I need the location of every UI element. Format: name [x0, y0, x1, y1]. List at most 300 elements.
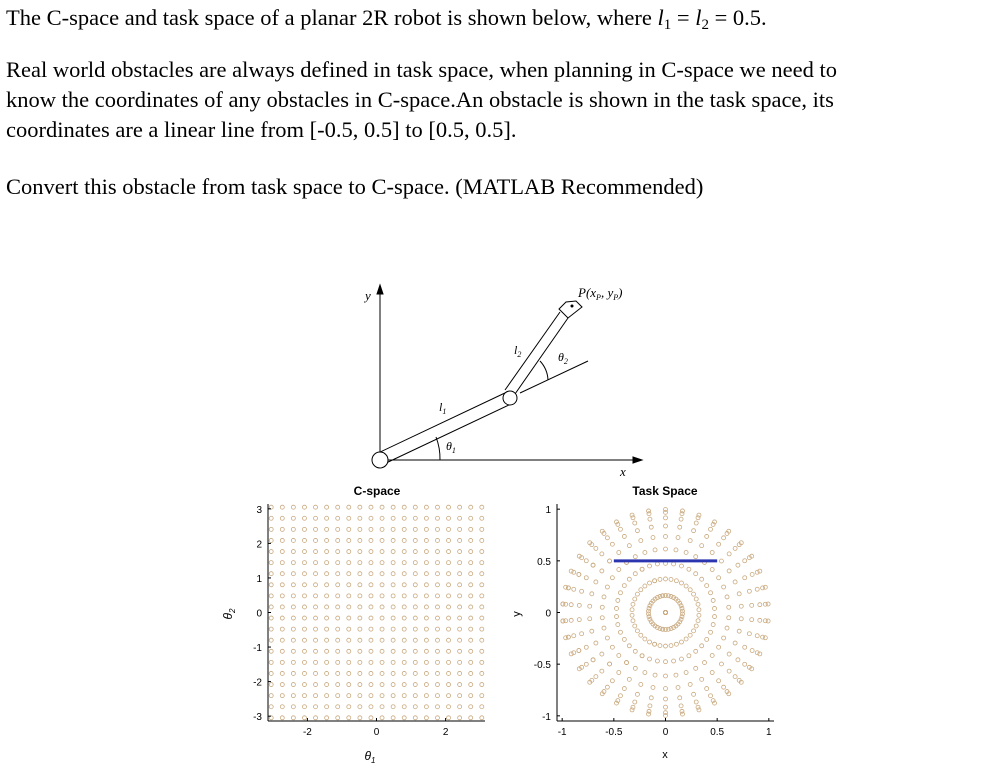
task-point — [722, 636, 726, 640]
task-point — [577, 572, 581, 576]
task-point — [633, 666, 637, 670]
task-point — [719, 662, 723, 666]
task-space-chart — [505, 478, 795, 768]
cspace-point — [314, 538, 318, 542]
cspace-point — [424, 660, 428, 664]
task-point — [705, 637, 709, 641]
task-point — [669, 644, 673, 648]
task-point — [684, 550, 688, 554]
cspace-point — [413, 538, 417, 542]
cspace-point — [302, 660, 306, 664]
cspace-point — [347, 649, 351, 653]
cspace-point — [369, 594, 373, 598]
cspace-point — [435, 583, 439, 587]
cspace-point — [447, 683, 451, 687]
task-ytick-label: -0.5 — [533, 660, 551, 672]
cspace-point — [336, 683, 340, 687]
task-point — [643, 671, 647, 675]
task-point — [627, 577, 631, 581]
task-point — [680, 709, 684, 713]
cspace-point — [314, 705, 318, 709]
cspace-point — [380, 594, 384, 598]
task-point — [747, 589, 751, 593]
cspace-point — [402, 572, 406, 576]
cspace-ytick-label: 3 — [256, 504, 262, 516]
cspace-point — [347, 671, 351, 675]
task-point — [684, 637, 688, 641]
problem-task: Convert this obstacle from task space to C-space. (MATLAB Recommended) — [6, 174, 704, 199]
cspace-point — [413, 649, 417, 653]
task-point — [664, 687, 668, 691]
cspace-point — [291, 627, 295, 631]
cspace-point — [269, 550, 273, 554]
cspace-point — [358, 605, 362, 609]
cspace-point — [358, 505, 362, 509]
cspace-point — [447, 583, 451, 587]
cspace-xlabel: $\theta_1$ — [364, 749, 376, 765]
cspace-point — [314, 638, 318, 642]
cspace-point — [325, 561, 329, 565]
cspace-point — [480, 694, 484, 698]
cspace-point — [435, 594, 439, 598]
task-point — [631, 602, 635, 606]
cspace-point — [469, 550, 473, 554]
cspace-point — [325, 660, 329, 664]
task-point — [687, 567, 691, 571]
cspace-point — [391, 572, 395, 576]
task-point — [580, 589, 584, 593]
cspace-point — [269, 594, 273, 598]
cspace-point — [325, 516, 329, 520]
cspace-point — [458, 683, 462, 687]
cspace-point — [269, 649, 273, 653]
task-point — [763, 636, 767, 640]
task-point — [591, 658, 595, 662]
task-point — [588, 604, 592, 608]
cspace-point — [469, 694, 473, 698]
cspace-point — [402, 550, 406, 554]
task-point — [702, 661, 706, 665]
cspace-point — [302, 627, 306, 631]
base-joint — [372, 452, 388, 468]
cspace-point — [302, 638, 306, 642]
cspace-point — [402, 705, 406, 709]
task-point — [761, 586, 765, 590]
task-point — [700, 577, 704, 581]
cspace-point — [447, 660, 451, 664]
task-ytick-label: 1 — [545, 505, 551, 517]
task-point — [743, 662, 747, 666]
task-point — [630, 708, 634, 712]
cspace-point — [280, 605, 284, 609]
cspace-point — [413, 716, 417, 720]
cspace-point — [280, 660, 284, 664]
task-point — [676, 685, 680, 689]
cspace-point — [369, 527, 373, 531]
task-point — [679, 640, 683, 644]
cspace-point — [358, 660, 362, 664]
task-point — [664, 547, 668, 551]
task-point — [696, 516, 700, 520]
cspace-point — [325, 605, 329, 609]
task-point — [696, 619, 700, 623]
cspace-point — [458, 527, 462, 531]
cspace-point — [369, 683, 373, 687]
task-point — [705, 687, 709, 691]
cspace-point — [447, 594, 451, 598]
cspace-point — [336, 516, 340, 520]
cspace-point — [413, 505, 417, 509]
cspace-point — [302, 538, 306, 542]
cspace-point — [447, 516, 451, 520]
task-point — [655, 562, 659, 566]
task-point — [651, 685, 655, 689]
cspace-point — [302, 605, 306, 609]
cspace-point — [314, 683, 318, 687]
cspace-ytick-label: 0 — [256, 608, 262, 620]
elbow-joint — [503, 391, 517, 405]
cspace-point — [413, 671, 417, 675]
cspace-point — [269, 527, 273, 531]
cspace-point — [424, 594, 428, 598]
task-point — [605, 585, 609, 589]
cspace-point — [269, 572, 273, 576]
cspace-point — [435, 572, 439, 576]
task-point — [643, 584, 647, 588]
task-point — [737, 629, 741, 633]
task-point — [588, 617, 592, 621]
task-point — [700, 677, 704, 681]
cspace-point — [336, 660, 340, 664]
task-point — [713, 615, 717, 619]
task-point — [600, 652, 604, 656]
cspace-point — [280, 572, 284, 576]
task-point — [688, 588, 692, 592]
cspace-point — [347, 627, 351, 631]
cspace-point — [458, 594, 462, 598]
cspace-point — [358, 683, 362, 687]
cspace-point — [358, 638, 362, 642]
task-point — [743, 645, 747, 649]
task-point — [584, 662, 588, 666]
task-point — [590, 592, 594, 596]
cspace-point — [291, 550, 295, 554]
task-point — [639, 539, 643, 543]
task-point — [694, 649, 698, 653]
cspace-point — [435, 527, 439, 531]
task-point — [743, 559, 747, 563]
task-point — [627, 544, 631, 548]
task-point — [694, 597, 698, 601]
cspace-point — [314, 649, 318, 653]
task-point — [664, 510, 668, 514]
cspace-point — [424, 505, 428, 509]
l1-label: $l_1$ — [439, 400, 447, 416]
cspace-point — [358, 538, 362, 542]
cspace-point — [336, 572, 340, 576]
cspace-point — [280, 638, 284, 642]
cspace-point — [480, 683, 484, 687]
cspace-point — [391, 694, 395, 698]
cspace-point — [280, 561, 284, 565]
task-point — [577, 603, 581, 607]
cspace-point — [336, 561, 340, 565]
task-point — [580, 632, 584, 636]
task-point — [705, 534, 709, 538]
cspace-point — [424, 583, 428, 587]
task-point — [639, 682, 643, 686]
cspace-point — [447, 572, 451, 576]
cspace-point — [291, 538, 295, 542]
cspace-point — [325, 616, 329, 620]
task-point — [733, 546, 737, 550]
cspace-point — [369, 705, 373, 709]
cspace-point — [413, 583, 417, 587]
task-point — [750, 572, 754, 576]
cspace-point — [347, 505, 351, 509]
task-point — [688, 633, 692, 637]
cspace-point — [469, 561, 473, 565]
task-point — [750, 618, 754, 622]
cspace-point — [347, 594, 351, 598]
task-point — [630, 513, 634, 517]
cspace-point — [480, 671, 484, 675]
cspace-point — [480, 649, 484, 653]
cspace-point — [447, 694, 451, 698]
task-point — [647, 709, 651, 713]
cspace-point — [480, 516, 484, 520]
cspace-point — [325, 572, 329, 576]
task-point — [710, 568, 714, 572]
cspace-point — [391, 705, 395, 709]
cspace-point — [424, 627, 428, 631]
task-point — [631, 705, 635, 709]
cspace-point — [480, 605, 484, 609]
task-point — [709, 694, 713, 698]
cspace-point — [347, 683, 351, 687]
task-point — [727, 552, 731, 556]
cspace-point — [402, 716, 406, 720]
cspace-point — [380, 516, 384, 520]
cspace-point — [336, 594, 340, 598]
x-axis-label: x — [620, 464, 626, 479]
cspace-point — [380, 638, 384, 642]
cspace-point — [336, 671, 340, 675]
cspace-point — [424, 683, 428, 687]
l1-symbol: l — [657, 5, 664, 30]
cspace-point — [480, 561, 484, 565]
cspace-point — [369, 638, 373, 642]
cspace-point — [435, 550, 439, 554]
cspace-point — [413, 527, 417, 531]
end-effector-point — [571, 305, 574, 308]
cspace-point — [314, 694, 318, 698]
task-point — [692, 529, 696, 533]
cspace-point — [447, 561, 451, 565]
cspace-point — [347, 705, 351, 709]
task-point — [737, 592, 741, 596]
task-point — [633, 649, 637, 653]
cspace-point — [380, 671, 384, 675]
task-point — [630, 613, 634, 617]
cspace-point — [402, 694, 406, 698]
task-point — [569, 603, 573, 607]
task-point — [674, 642, 678, 646]
cspace-point — [424, 694, 428, 698]
task-point — [616, 598, 620, 602]
cspace-point — [391, 583, 395, 587]
cspace-xtick-label: -2 — [302, 727, 312, 738]
cspace-point — [480, 627, 484, 631]
cspace-point — [325, 538, 329, 542]
x-axis-arrow — [633, 457, 642, 463]
cspace-point — [369, 660, 373, 664]
cspace-point — [413, 694, 417, 698]
task-xtick-label: -1 — [557, 727, 567, 738]
cspace-point — [358, 671, 362, 675]
cspace-point — [291, 671, 295, 675]
cspace-point — [391, 671, 395, 675]
task-ytick-label: 0 — [545, 608, 551, 620]
task-point — [680, 609, 684, 613]
cspace-point — [347, 561, 351, 565]
cspace-point — [402, 660, 406, 664]
task-point — [664, 660, 668, 664]
task-point — [684, 584, 688, 588]
cspace-point — [347, 527, 351, 531]
task-point — [674, 579, 678, 583]
cspace-point — [435, 616, 439, 620]
cspace-point — [435, 694, 439, 698]
cspace-point — [413, 638, 417, 642]
task-xtick-label: 0 — [662, 727, 669, 738]
task-point — [739, 604, 743, 608]
task-point — [739, 617, 743, 621]
task-point — [564, 585, 568, 589]
task-point — [651, 536, 655, 540]
task-point — [608, 559, 612, 563]
task-point — [618, 527, 622, 531]
task-point — [727, 652, 731, 656]
cspace-point — [280, 671, 284, 675]
task-point — [758, 618, 762, 622]
cspace-point — [358, 527, 362, 531]
cspace-point — [325, 649, 329, 653]
task-xlabel: x — [662, 749, 668, 761]
cspace-point — [291, 605, 295, 609]
cspace-point — [314, 671, 318, 675]
task-point — [736, 563, 740, 567]
cspace-point — [347, 638, 351, 642]
cspace-point — [347, 572, 351, 576]
task-point — [697, 613, 701, 617]
cspace-ytick-label: 2 — [256, 539, 262, 551]
l2-label: $l_2$ — [514, 343, 522, 359]
cspace-point — [469, 594, 473, 598]
task-point — [679, 517, 683, 521]
cspace-point — [325, 716, 329, 720]
task-point — [627, 644, 631, 648]
cspace-point — [447, 627, 451, 631]
task-point — [584, 645, 588, 649]
task-ytick-label: -1 — [542, 711, 551, 723]
task-point — [700, 544, 704, 548]
cspace-point — [369, 572, 373, 576]
cspace-point — [314, 561, 318, 565]
task-point — [669, 577, 673, 581]
cspace-point — [469, 538, 473, 542]
cspace-point — [269, 638, 273, 642]
cspace-point — [435, 561, 439, 565]
cspace-point — [347, 660, 351, 664]
task-point — [617, 670, 621, 674]
theta1-label: $\theta_1$ — [446, 439, 456, 455]
task-point — [600, 605, 604, 609]
cspace-point — [380, 527, 384, 531]
task-point — [692, 592, 696, 596]
task-point — [709, 527, 713, 531]
cspace-point — [358, 550, 362, 554]
task-point — [630, 608, 634, 612]
task-point — [697, 608, 701, 612]
cspace-point — [402, 516, 406, 520]
task-xtick-label: 1 — [766, 727, 772, 738]
cspace-point — [380, 716, 384, 720]
cspace-point — [435, 683, 439, 687]
task-point — [635, 592, 639, 596]
task-point — [561, 602, 565, 606]
task-point — [719, 559, 723, 563]
cspace-point — [358, 561, 362, 565]
cspace-point — [291, 572, 295, 576]
task-point — [605, 636, 609, 640]
cspace-point — [291, 694, 295, 698]
task-ylabel: y — [511, 611, 523, 617]
cspace-point — [336, 616, 340, 620]
cspace-point — [391, 627, 395, 631]
cspace-point — [413, 550, 417, 554]
task-point — [653, 673, 657, 677]
cspace-point — [469, 605, 473, 609]
task-point — [688, 539, 692, 543]
task-point — [561, 619, 565, 623]
cspace-point — [435, 538, 439, 542]
cspace-point — [424, 671, 428, 675]
cspace-point — [347, 538, 351, 542]
task-point — [725, 595, 729, 599]
task-point — [602, 595, 606, 599]
cspace-point — [413, 605, 417, 609]
cspace-point — [380, 616, 384, 620]
cspace-point — [269, 660, 273, 664]
cspace-point — [325, 583, 329, 587]
cspace-point — [458, 627, 462, 631]
cspace-point — [458, 694, 462, 698]
cspace-point — [325, 671, 329, 675]
task-point — [572, 634, 576, 638]
cspace-point — [413, 683, 417, 687]
cspace-point — [435, 516, 439, 520]
cspace-point — [469, 671, 473, 675]
cspace-point — [369, 561, 373, 565]
cspace-point — [424, 550, 428, 554]
cspace-point — [291, 527, 295, 531]
cspace-point — [435, 705, 439, 709]
cspace-point — [280, 683, 284, 687]
cspace-point — [336, 627, 340, 631]
cspace-xtick-label: 2 — [442, 727, 449, 738]
task-point — [600, 552, 604, 556]
